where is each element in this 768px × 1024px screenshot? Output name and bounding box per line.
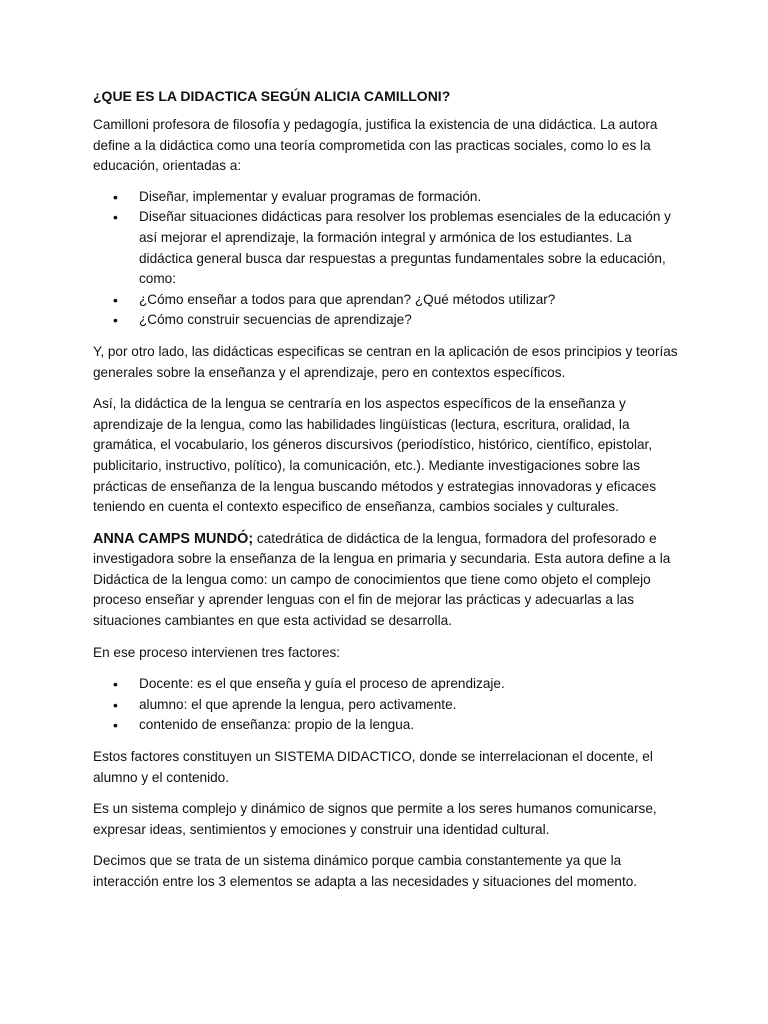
dynamic-system-paragraph: Decimos que se trata de un sistema dinámico porque cambia constantemente ya que la interacción entre los 3 elementos se adapta a las necesidades y situaciones del momento. xyxy=(93,853,638,889)
list-item: • ¿Cómo construir secuencias de aprendizaje? xyxy=(93,310,678,331)
list-item: • alumno: el que aprende la lengua, pero activamente. xyxy=(93,695,678,716)
list-item: • ¿Cómo enseñar a todos para que aprendan? ¿Qué métodos utilizar? xyxy=(93,290,678,311)
author-name: ANNA CAMPS MUNDÓ; xyxy=(93,530,254,547)
objectives-list xyxy=(93,187,678,331)
document-title: ¿QUE ES LA DIDACTICA SEGÚN ALICIA CAMILLONI? xyxy=(93,88,451,104)
list-item: • Diseñar, implementar y evaluar programas de formación. xyxy=(93,187,678,208)
list-item: • Diseñar situaciones didácticas para resolver los problemas esenciales de la educación y así mejorar el aprendizaje, la formación integral y armónica de los estudiantes. La didáctica general busca dar respuestas a preguntas fundamentales sobre la educación, como: xyxy=(93,207,678,289)
language-didactics-paragraph: Así, la didáctica de la lengua se centraría en los aspectos específicos de la enseñanza y aprendizaje de la lengua, como las habilidades lingüísticas (lectura, escritura, oralidad, la gramática, el vocabulario, los géneros discursivos (periodístico, histórico, científico, epistolar, publicitario, instructivo, político), la comunicación, etc.). Mediante investigaciones sobre las prácticas de enseñanza de la lengua buscando métodos y estrategias innovadoras y eficaces teniendo en cuenta el contexto especifico de enseñanza, cambios sociales y culturales. xyxy=(93,396,656,515)
anna-camps-paragraph xyxy=(93,529,678,632)
anna-camps-text: catedrática de didáctica de la lengua, formadora del profesorado e investigadora sobre la enseñanza de la lengua en primaria y secundaria. Esta autora define a la Didáctica de la lengua como: un campo de conocimientos que tiene como objeto el complejo proceso enseñar y aprender lenguas con el fin de mejorar las prácticas y adecuarlas a las situaciones cambiantes en que esta actividad se desarrolla. xyxy=(93,530,671,629)
factors-list xyxy=(93,674,678,736)
factors-intro-paragraph: En ese proceso intervienen tres factores: xyxy=(93,644,341,660)
didactic-system-paragraph: Estos factores constituyen un SISTEMA DIDACTICO, donde se interrelacionan el docente, el alumno y el contenido. xyxy=(93,749,653,785)
list-item: • Docente: es el que enseña y guía el proceso de aprendizaje. xyxy=(93,674,678,695)
intro-paragraph: Camilloni profesora de filosofía y pedagogía, justifica la existencia de una didáctica. La autora define a la didáctica como una teoría comprometida con las practicas sociales, como lo es la educación, orientadas a: xyxy=(93,117,658,174)
list-item: • contenido de enseñanza: propio de la lengua. xyxy=(93,715,678,736)
complex-system-paragraph: Es un sistema complejo y dinámico de signos que permite a los seres humanos comunicarse, expresar ideas, sentimientos y emociones y construir una identidad cultural. xyxy=(93,801,657,837)
specific-didactics-paragraph: Y, por otro lado, las didácticas especificas se centran en la aplicación de esos principios y teorías generales sobre la enseñanza y el aprendizaje, pero en contextos específicos. xyxy=(93,343,678,380)
